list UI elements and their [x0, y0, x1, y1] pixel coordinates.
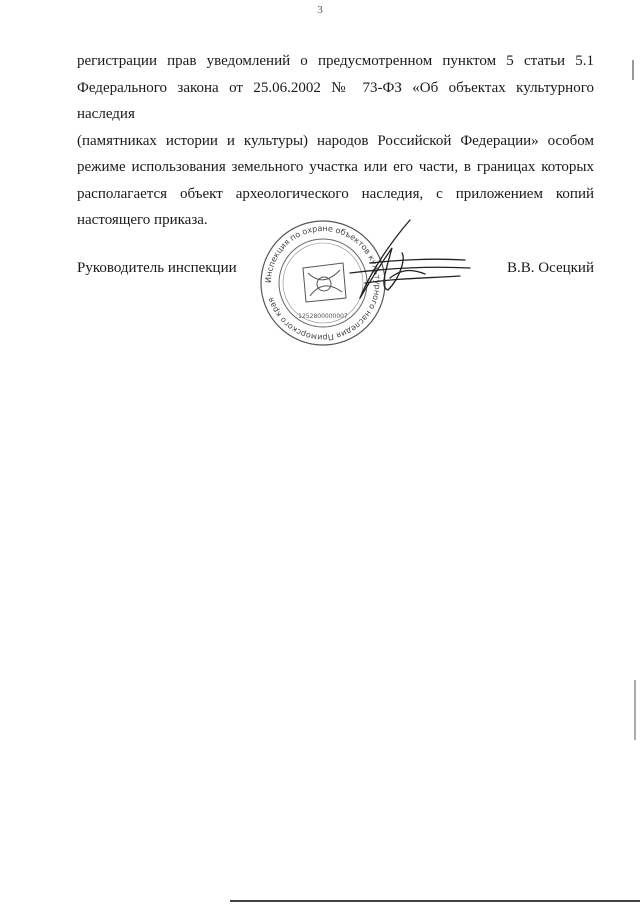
- body-line: настоящего приказа.: [77, 212, 208, 228]
- body-paragraph: [77, 48, 594, 234]
- body-line: (памятниках истории и культуры) народов Российской Федерации» особом: [77, 132, 594, 149]
- body-line: располагается объект археологического наследия, с приложением копий: [77, 185, 594, 202]
- scan-edge-mark: [634, 680, 636, 740]
- scan-edge-mark: [632, 60, 634, 80]
- page-number: 3: [317, 4, 323, 16]
- signer-title: Руководитель инспекции: [77, 260, 237, 276]
- scan-bottom-edge: [230, 900, 640, 902]
- body-line: Федерального закона от 25.06.2002 № 73-ФЗ «Об объектах культурного наследия: [77, 79, 594, 122]
- seal-ogrn: 1252800000007: [298, 313, 348, 320]
- signature-block: [77, 260, 594, 290]
- signer-name: В.В. Осецкий: [507, 260, 594, 276]
- seal-text: Инспекция по охране объектов культурного наследия Приморского края: [263, 223, 383, 343]
- body-line: режиме использования земельного участка или его части, в границах которых: [77, 159, 594, 175]
- body-line: регистрации прав уведомлений о предусмотренном пунктом 5 статьи 5.1: [77, 53, 594, 69]
